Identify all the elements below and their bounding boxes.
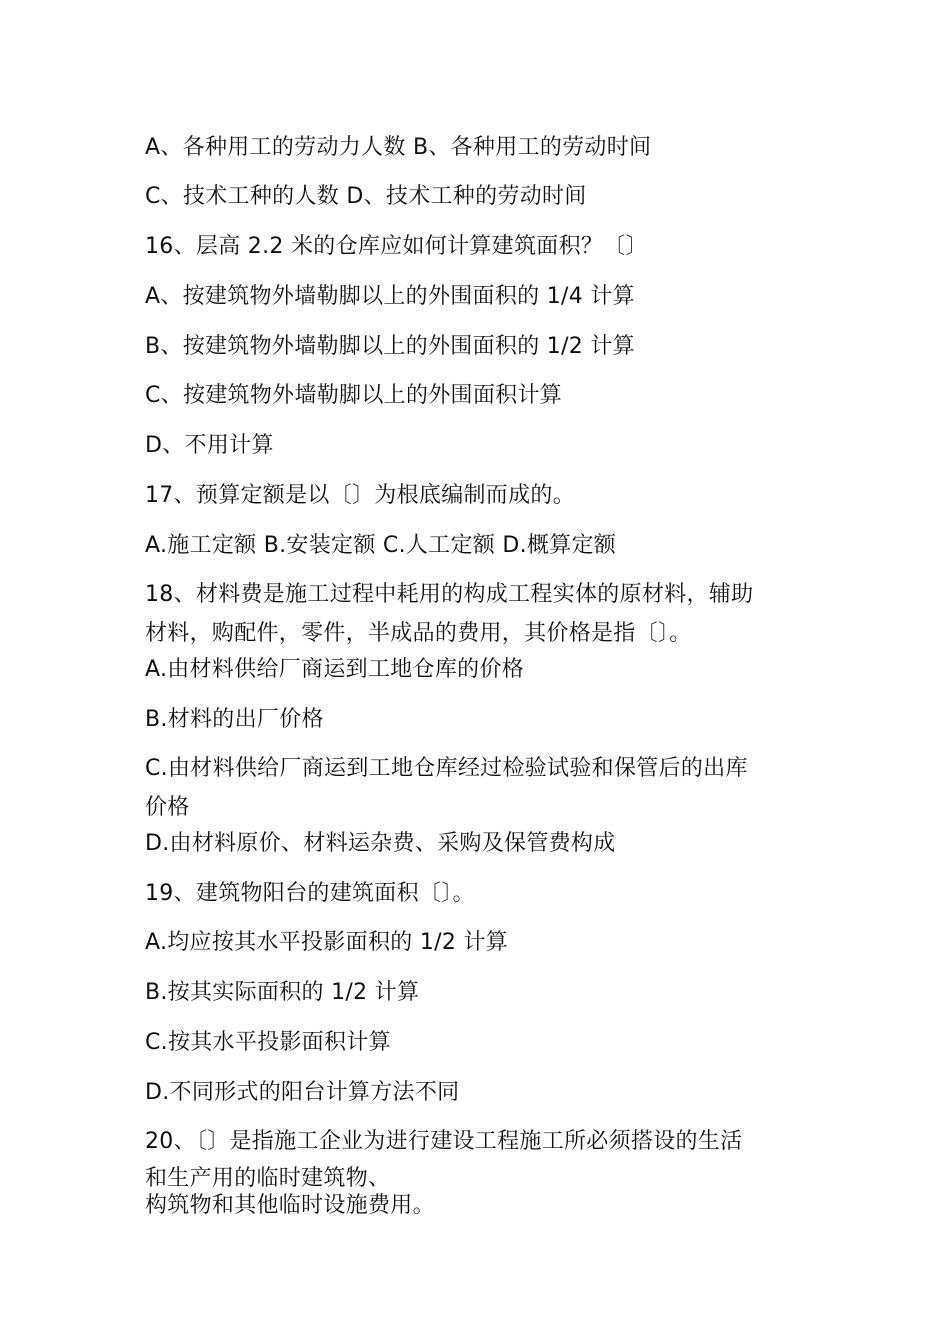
option-line: D.由材料原价、材料运杂费、采购及保管费构成 (145, 831, 616, 856)
option-line: 价格 (145, 795, 190, 820)
option-line: A、各种用工的劳动力人数 B、各种用工的劳动时间 (145, 135, 652, 160)
question-line: 17、预算定额是以〔〕为根底编制而成的。 (145, 483, 575, 508)
option-line: D.不同形式的阳台计算方法不同 (145, 1080, 460, 1105)
option-line: B.按其实际面积的 1/2 计算 (145, 980, 420, 1005)
option-line: A.均应按其水平投影面积的 1/2 计算 (145, 930, 509, 955)
question-line: 19、建筑物阳台的建筑面积〔〕。 (145, 881, 475, 906)
option-line: B、按建筑物外墙勒脚以上的外围面积的 1/2 计算 (145, 334, 635, 359)
option-line: D、不用计算 (145, 433, 274, 458)
question-line: 18、材料费是施工过程中耗用的构成工程实体的原材料，辅助 (145, 582, 754, 607)
option-line: A、按建筑物外墙勒脚以上的外围面积的 1/4 计算 (145, 284, 635, 309)
question-line: 16、层高 2.2 米的仓库应如何计算建筑面积？〔〕 (145, 234, 648, 259)
option-line: A.由材料供给厂商运到工地仓库的价格 (145, 657, 525, 682)
question-line: 和生产用的临时建筑物、 (145, 1166, 391, 1191)
option-line: A.施工定额 B.安装定额 C.人工定额 D.概算定额 (145, 533, 617, 558)
question-line: 材料，购配件，零件，半成品的费用，其价格是指〔〕。 (145, 621, 692, 646)
question-line: 构筑物和其他临时设施费用。 (145, 1193, 435, 1218)
option-line: C.按其水平投影面积计算 (145, 1030, 391, 1055)
option-line: C.由材料供给厂商运到工地仓库经过检验试验和保管后的出库 (145, 756, 748, 781)
question-line: 20、〔〕是指施工企业为进行建设工程施工所必须搭设的生活 (145, 1129, 743, 1154)
option-line: B.材料的出厂价格 (145, 707, 324, 732)
option-line: C、技术工种的人数 D、技术工种的劳动时间 (145, 184, 587, 209)
option-line: C、按建筑物外墙勒脚以上的外围面积计算 (145, 383, 563, 408)
